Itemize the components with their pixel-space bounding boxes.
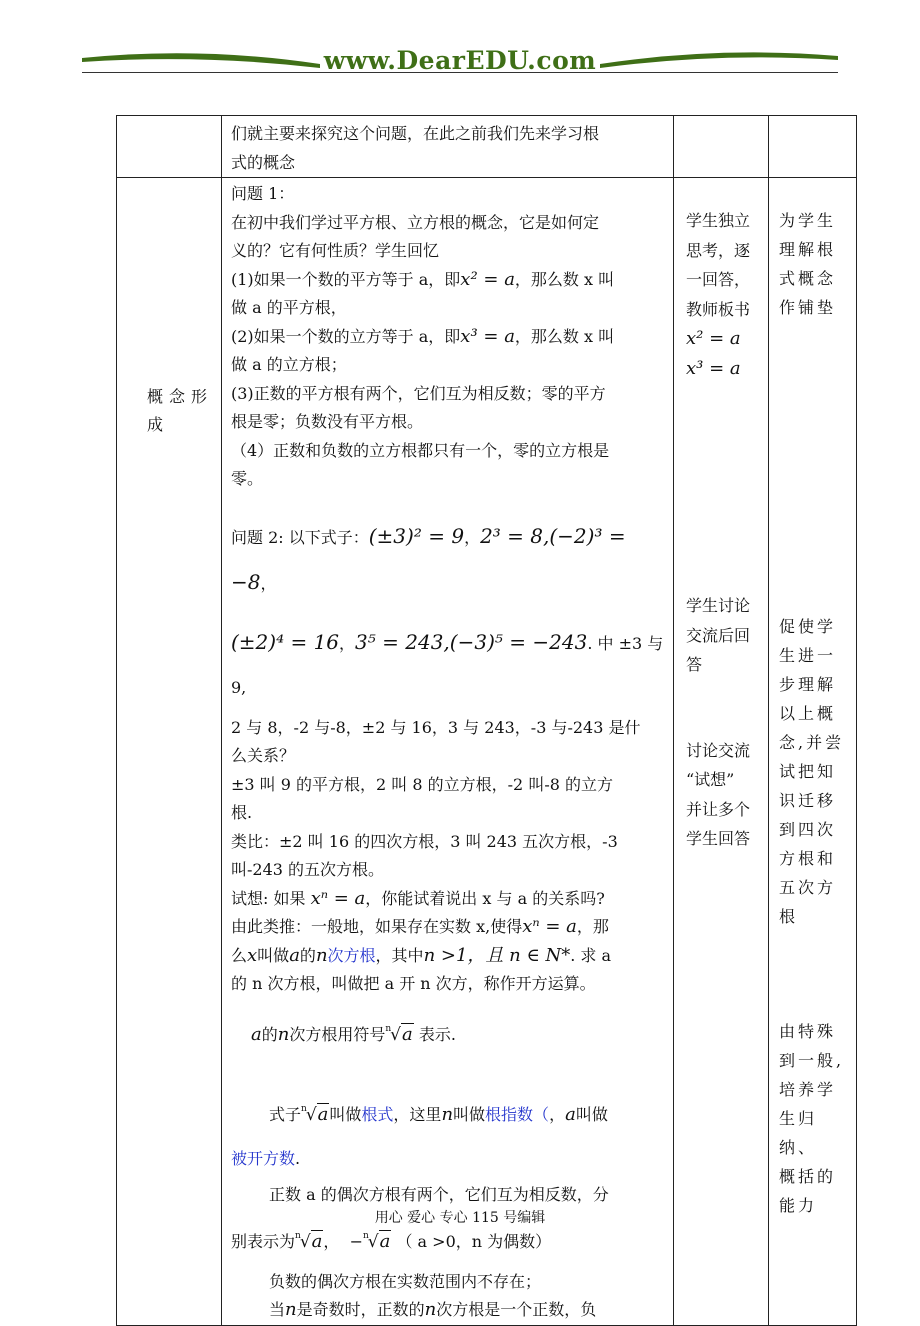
text-span: 次方根是一个正数，负 [436, 1300, 597, 1319]
intent-line: 生进一 [779, 646, 837, 665]
radical-symbol: $^n$√a [385, 1023, 413, 1045]
math-expression: n >1，且 n ∈ N* [423, 944, 571, 966]
activity-line: 教师板书 [686, 299, 751, 319]
term-link[interactable]: 根指数（ [485, 1104, 550, 1124]
intent-line: 步理解 [779, 675, 837, 694]
content-line: 零。 [231, 469, 264, 488]
spacer [231, 494, 667, 514]
intent-line: 五次方 [779, 878, 837, 897]
text-span: ，那么数 x 叫 [514, 326, 615, 346]
intent-line: 促使学 [779, 617, 837, 636]
definition-line [231, 942, 667, 971]
question-1-title: 问题 1： [231, 184, 295, 203]
math-expression: xⁿ = a [522, 916, 577, 937]
stage-cell [117, 116, 222, 178]
text-span: 叫做 [575, 1104, 608, 1124]
text-span: （ a >0，n 为偶数） [396, 1231, 552, 1251]
intent-line: 由特殊 [779, 1022, 837, 1041]
intent-line: 试把知 [779, 762, 837, 781]
math-expression: xⁿ = a [310, 887, 366, 909]
content-line: 根是零；负数没有平方根。 [231, 412, 424, 431]
stage-cell [117, 178, 222, 1326]
content-line [231, 885, 667, 914]
activity-line: 交流后回 [686, 625, 751, 645]
spacer [779, 931, 850, 1017]
spacer [231, 1173, 667, 1181]
text-span: . 中 ±3 与 9, [231, 633, 664, 697]
content-line: 别表示为$^n$√a， −$^n$√a （ a >0，n 为偶数） [231, 1230, 552, 1252]
intent-line: 根 [779, 907, 799, 926]
content-line: 叫-243 的五次方根。 [231, 860, 385, 879]
spacer [231, 1137, 667, 1145]
site-logo[interactable]: www.DearEDU.com [323, 46, 597, 75]
content-line: 负数的偶次方根在实数范围内不存在； [269, 1271, 542, 1291]
math-variable: n [285, 1299, 297, 1320]
text-span: ，这里 [393, 1104, 442, 1124]
text-span: 次方根用符号 [289, 1024, 386, 1044]
content-line: 在初中我们学过平方根、立方根的概念，它是如何定 [231, 212, 600, 232]
activity-line: “试想” [686, 770, 735, 789]
spacer [231, 999, 667, 1007]
radical-symbol: $^n$√a [362, 1230, 391, 1252]
stage-label: 概念形成 [147, 387, 214, 434]
activity-line: 答 [686, 655, 703, 674]
page-footer: 用心 爱心 专心 115 号编辑 [374, 1210, 546, 1226]
activity-line: 并让多个 [686, 799, 751, 819]
content-line [231, 266, 667, 295]
math-variable: n [315, 944, 328, 966]
radicand: a [311, 1230, 323, 1252]
text-span: (1)如果一个数的平方等于 a，即 [231, 269, 461, 289]
radical-index: n [301, 1103, 307, 1114]
math-variable: n [441, 1103, 454, 1125]
math-expression: (±3)² = 9 [368, 523, 465, 548]
content-line: 们就主要来探究这个问题，在此之前我们先来学习根 [231, 124, 600, 143]
text-span: 当 [269, 1300, 286, 1319]
design-intent-cell [769, 116, 857, 178]
text-span: ，那 [576, 917, 609, 936]
text-span: 是奇数时，正数的 [296, 1300, 425, 1319]
text-span: 式子 [269, 1104, 302, 1124]
intent-line: 以上概 [779, 704, 837, 723]
content-line: （4）正数和负数的立方根都只有一个，零的立方根是 [231, 440, 610, 460]
activity-line: 学生独立 [686, 211, 751, 230]
student-activity-cell [674, 116, 769, 178]
activity-line: 讨论交流 [686, 740, 751, 760]
activity-line: 一回答， [686, 270, 751, 289]
radical-symbol: $^n$√a [301, 1103, 329, 1125]
text-span: ，其中 [375, 945, 424, 965]
content-line: 根. [231, 803, 253, 822]
math-expression: (±2)⁴ = 16 [231, 629, 340, 654]
math-expression: x² = a [460, 268, 515, 290]
text-span: ，那么数 x 叫 [514, 269, 615, 289]
intent-line: 识迁移 [779, 791, 837, 810]
math-variable: a [565, 1103, 576, 1125]
text-span: (2)如果一个数的立方等于 a，即 [231, 326, 461, 346]
text-span: 的 [299, 945, 316, 965]
header-rule [82, 72, 838, 73]
design-intent-cell [769, 178, 857, 1326]
content-line: 做 a 的平方根， [231, 298, 347, 317]
intent-line: 能力 [779, 1196, 818, 1215]
board-math: x³ = a [686, 357, 741, 379]
content-line: (3)正数的平方根有两个，它们互为相反数；零的平方 [231, 383, 606, 403]
text-span: 叫做 [257, 945, 290, 965]
header-banner [80, 38, 840, 88]
math-variable: a [251, 1023, 262, 1045]
spacer [686, 680, 764, 736]
text-span: 叫做 [453, 1104, 486, 1124]
text-span: 的 [261, 1024, 278, 1044]
spacer [686, 383, 764, 591]
text-span: 表示. [418, 1024, 456, 1044]
content-line [231, 913, 667, 942]
text-span: 叫做 [329, 1104, 362, 1124]
text-span: 试想: 如果 [231, 888, 311, 908]
spacer [231, 606, 667, 620]
activity-line: 学生回答 [686, 829, 751, 848]
content-line [231, 1145, 667, 1174]
radical-index: n [362, 1230, 369, 1241]
content-line: 2 与 8，-2 与-8，±2 与 16，3 与 243，-3 与-243 是什 [231, 717, 641, 737]
activity-line: 思考，逐 [686, 240, 751, 260]
content-line: 做 a 的立方根； [231, 355, 347, 374]
content-cell [222, 178, 674, 1326]
radical-symbol: $^n$√a [295, 1230, 323, 1252]
table-row [117, 178, 857, 1326]
intent-line: 方根和 [779, 849, 837, 868]
radicand: a [379, 1230, 391, 1252]
student-activity-cell [674, 178, 769, 1326]
radical-def-line: 式子$^n$√a叫做根式，这里n叫做根指数（，a叫做 [269, 1103, 608, 1125]
intent-line: 念,并尝 [779, 733, 845, 752]
term-link[interactable]: 被开方数 [231, 1148, 296, 1168]
content-cell [222, 116, 674, 178]
intent-line: 到一般, [779, 1051, 845, 1070]
text-span: 由此类推：一般地，如果存在实数 x,使得 [231, 917, 523, 936]
intent-line: 概括的 [779, 1167, 837, 1186]
text-span: ，你能试着说出 x 与 a 的关系吗? [365, 888, 605, 908]
content-line: 么关系？ [231, 746, 296, 765]
math-variable: a [289, 944, 300, 966]
intent-line: 理解根 [779, 240, 837, 259]
intent-line: 培养学 [779, 1080, 837, 1099]
spacer [231, 1057, 667, 1087]
text-span: . [295, 1148, 301, 1168]
text-span: 别表示为 [231, 1231, 296, 1251]
content-line: ±3 叫 9 的平方根，2 叫 8 的立方根，-2 叫-8 的立方 [231, 774, 613, 794]
intent-line: 式概念 [779, 269, 837, 288]
radicand: a [402, 1023, 413, 1045]
term-link[interactable]: 次方根 [327, 945, 376, 965]
content-line: 正数 a 的偶次方根有两个，它们互为相反数，分 [269, 1185, 609, 1204]
content-line [231, 323, 667, 352]
content-line: 类比：±2 叫 16 的四次方根，3 叫 243 五次方根，-3 [231, 831, 618, 851]
intent-line: 为学生 [779, 211, 837, 230]
math-variable: n [424, 1299, 437, 1320]
intent-line: 到四次 [779, 820, 837, 839]
spacer [779, 322, 850, 612]
radical-index: n [385, 1023, 392, 1034]
intent-line: 生归纳、 [779, 1109, 818, 1157]
math-expression: x³ = a [460, 325, 515, 347]
intent-line: 作铺垫 [779, 298, 837, 317]
content-line: (±2)⁴ = 16，3⁵ = 243,(−3)⁵ = −243. 中 ±3 与 9, [231, 629, 664, 697]
content-line: 式的概念 [231, 152, 296, 172]
text-span: 问题 2: 以下式子： [231, 527, 369, 547]
math-variable: x [247, 944, 258, 966]
radical-index: n [295, 1230, 301, 1241]
question-2-line: 问题 2: 以下式子：(±3)² = 9，2³ = 8,(−2)³ = −8， [231, 523, 626, 594]
term-link[interactable]: 根式 [361, 1104, 394, 1124]
board-math: x² = a [686, 328, 741, 349]
content-line: 义的？它有何性质？学生回忆 [231, 241, 440, 260]
content-line [231, 1296, 667, 1325]
symbol-line [231, 1007, 667, 1057]
radicand: a [317, 1103, 329, 1125]
content-line: 的 n 次方根，叫做把 a 开 n 次方，称作开方运算。 [231, 974, 596, 993]
text-span: 么 [231, 945, 248, 965]
math-variable: n [277, 1023, 290, 1045]
math-expression: 2³ = 8,(−2)³ = −8 [231, 523, 626, 594]
text-span: . 求 a [570, 945, 612, 965]
activity-line: 学生讨论 [686, 596, 751, 615]
math-expression: 3⁵ = 243,(−3)⁵ = −243 [355, 629, 588, 654]
lesson-table [116, 115, 857, 1326]
table-row [117, 116, 857, 178]
